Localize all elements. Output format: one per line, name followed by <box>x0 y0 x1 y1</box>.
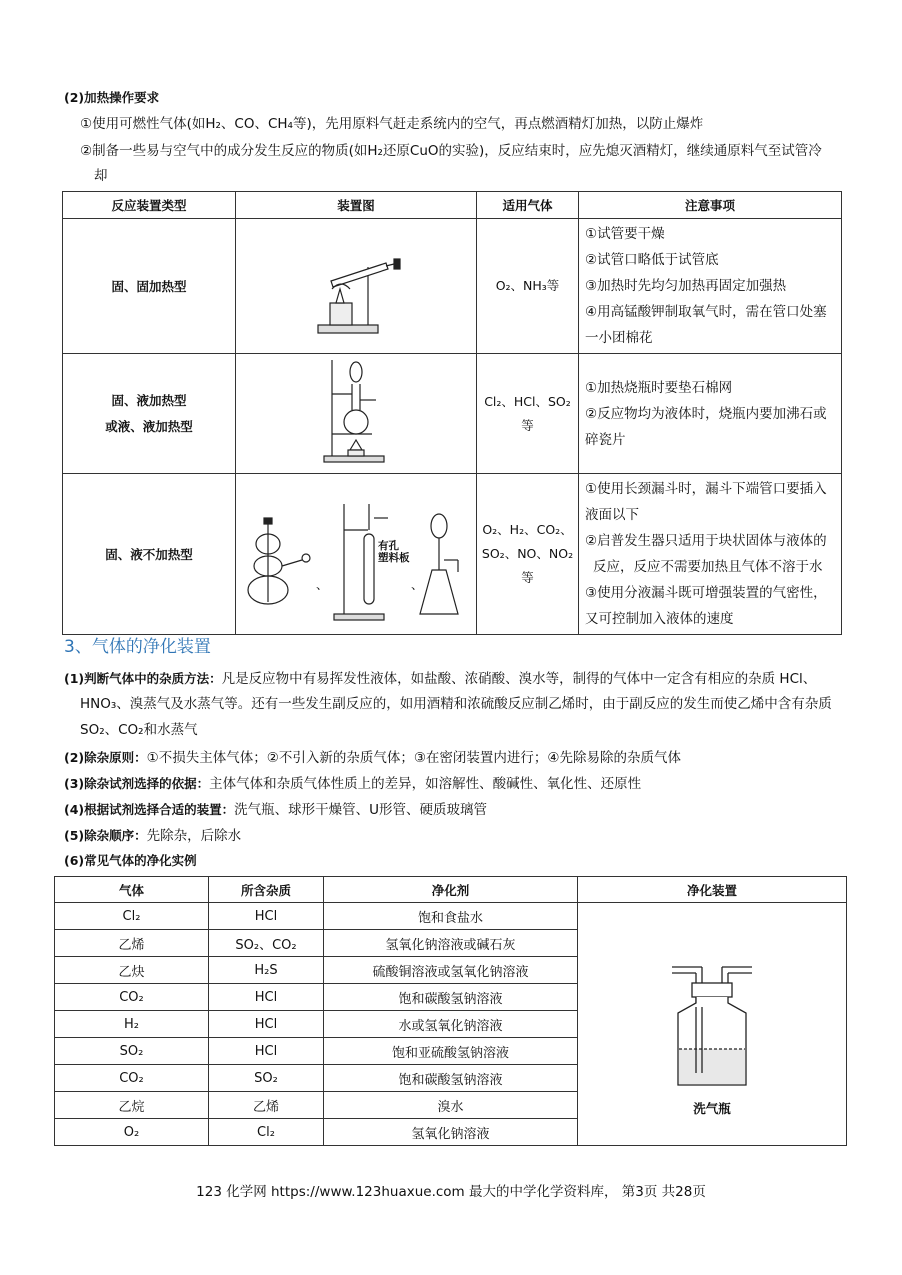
row-gas: 乙烯 <box>55 930 209 957</box>
header-notes: 注意事项 <box>579 192 842 219</box>
row2-note-2: ②反应物均为液体时，烧瓶内要加沸石或 <box>585 405 827 422</box>
separator-1: 、 <box>316 578 329 592</box>
row3-type: 固、液不加热型 <box>63 474 236 635</box>
row1-notes <box>579 219 842 354</box>
para-1c: SO₂、CO₂和水蒸气 <box>80 722 198 738</box>
row-agent: 溴水 <box>324 1092 578 1119</box>
row2-notes <box>579 354 842 474</box>
header-diagram: 装置图 <box>236 192 477 219</box>
row-agent: 饱和亚硫酸氢钠溶液 <box>324 1038 578 1065</box>
reaction-table <box>62 191 842 635</box>
row-impurity: HCl <box>209 903 324 930</box>
row3-note-3: ②启普发生器只适用于块状固体与液体的 <box>585 533 827 549</box>
separator-2: 、 <box>411 578 424 592</box>
row3-note-1: ①使用长颈漏斗时，漏斗下端管口要插入 <box>585 481 827 497</box>
row1-note-1: ①试管要干燥 <box>585 226 665 242</box>
para-1-label: (1)判断气体中的杂质方法： <box>64 671 222 686</box>
page-footer: 123 化学网 https://www.123huaxue.com 最大的中学化学资料库， 第3页 共28页 <box>196 1184 706 1200</box>
heat-item-1: ①使用可燃性气体(如H₂、CO、CH₄等)，先用原料气赶走系统内的空气，再点燃酒精灯加热，以防止爆炸 <box>80 116 704 132</box>
row-gas: H₂ <box>55 1011 209 1038</box>
gas-washing-bottle-icon <box>652 947 772 1097</box>
row2-gas-a: Cl₂、HCl、SO₂ <box>484 393 571 409</box>
para-5-text: 先除杂，后除水 <box>146 828 242 844</box>
para-4 <box>64 798 487 818</box>
para-2-text: ①不损失主体气体；②不引入新的杂质气体；③在密闭装置内进行；④先除易除的杂质气体 <box>146 750 682 766</box>
row-gas: Cl₂ <box>55 903 209 930</box>
heat-item-2a: ②制备一些易与空气中的成分发生反应的物质(如H₂还原CuO的实验)，反应结束时，应先熄灭酒精灯，继续通原料气至试管冷 <box>80 143 822 159</box>
row-agent: 饱和碳酸氢钠溶液 <box>324 984 578 1011</box>
row-impurity: HCl <box>209 1038 324 1065</box>
gas-washing-bottle-cell <box>578 903 847 1146</box>
row3-gas-a: O₂、H₂、CO₂、 <box>482 522 573 537</box>
purify-header-impurity: 所含杂质 <box>209 877 324 903</box>
row2-type-b: 或液、液加热型 <box>105 418 193 434</box>
heat-item-2b: 却 <box>94 168 108 184</box>
row-agent: 氢氧化钠溶液 <box>324 1119 578 1146</box>
row-impurity: SO₂、CO₂ <box>209 930 324 957</box>
row1-diagram <box>236 219 477 354</box>
para-4-label: (4)根据试剂选择合适的装置： <box>64 802 235 817</box>
purify-header-gas: 气体 <box>55 877 209 903</box>
row3-notes <box>579 474 842 635</box>
row-agent: 硫酸铜溶液或氢氧化钠溶液 <box>324 957 578 984</box>
device-label: 洗气瓶 <box>693 1101 731 1116</box>
row-impurity: H₂S <box>209 957 324 984</box>
para-3-text: 主体气体和杂质气体性质上的差异，如溶解性、酸碱性、氧化性、还原性 <box>209 776 642 792</box>
row1-note-4: ④用高锰酸钾制取氧气时，需在管口处塞 <box>585 304 827 320</box>
purify-table <box>54 876 847 1146</box>
row-impurity: SO₂ <box>209 1065 324 1092</box>
para-3 <box>64 772 641 792</box>
row1-note-5: 一小团棉花 <box>585 330 653 346</box>
row-agent: 氢氧化钠溶液或碱石灰 <box>324 930 578 957</box>
para-5-label: (5)除杂顺序： <box>64 828 147 843</box>
row-gas: CO₂ <box>55 984 209 1011</box>
row-gas: O₂ <box>55 1119 209 1146</box>
purify-header-agent: 净化剂 <box>324 877 578 903</box>
row3-note-5: ③使用分液漏斗既可增强装置的气密性， <box>585 585 827 601</box>
row3-note-4: 反应，反应不需要加热且气体不溶于水 <box>593 559 823 575</box>
section-3-heading: 3、气体的净化装置 <box>64 637 211 657</box>
plate-label-a: 有孔 <box>378 540 399 552</box>
para-1a <box>64 667 816 687</box>
row3-gas-c: 等 <box>521 570 534 585</box>
purify-header-device: 净化装置 <box>578 877 847 903</box>
row3-note-6: 又可控制加入液体的速度 <box>585 611 734 627</box>
row-impurity: HCl <box>209 984 324 1011</box>
row2-type-a: 固、液加热型 <box>111 392 187 408</box>
row1-note-2: ②试管口略低于试管底 <box>585 252 719 268</box>
para-1b: HNO₃、溴蒸气及水蒸气等。还有一些发生副反应的，如用酒精和浓硫酸反应制乙烯时，由于副反应的发生而使乙烯中含有杂质 <box>80 696 832 712</box>
row-gas: 乙烷 <box>55 1092 209 1119</box>
para-3-label: (3)除杂试剂选择的依据： <box>64 776 210 791</box>
row3-gas <box>477 474 579 635</box>
row1-note-3: ③加热时先均匀加热再固定加强热 <box>585 278 787 294</box>
para-4-text: 洗气瓶、球形干燥管、U形管、硬质玻璃管 <box>234 802 488 818</box>
row3-gas-b: SO₂、NO、NO₂ <box>481 546 574 561</box>
plate-label-b: 塑料板 <box>378 552 410 564</box>
row-agent: 饱和碳酸氢钠溶液 <box>324 1065 578 1092</box>
row2-note-1: ①加热烧瓶时要垫石棉网 <box>585 379 733 396</box>
para-2-label: (2)除杂原则： <box>64 750 147 765</box>
row2-diagram <box>236 354 477 474</box>
row-impurity: Cl₂ <box>209 1119 324 1146</box>
para-2 <box>64 746 681 766</box>
row3-diagram <box>236 474 477 635</box>
solid-solid-heating-apparatus-icon <box>236 219 474 349</box>
row-gas: 乙炔 <box>55 957 209 984</box>
row-impurity: 乙烯 <box>209 1092 324 1119</box>
row2-type <box>63 354 236 474</box>
no-heat-apparatus-icon <box>236 474 474 630</box>
row2-gas <box>477 354 579 474</box>
plate-label <box>378 540 410 564</box>
row1-gas: O₂、NH₃等 <box>477 219 579 354</box>
para-5 <box>64 824 241 844</box>
para-6-label: (6)常见气体的净化实例 <box>64 853 197 868</box>
row1-type: 固、固加热型 <box>63 219 236 354</box>
solid-liquid-heating-apparatus-icon <box>236 354 474 469</box>
para-1-text-a: 凡是反应物中有易挥发性液体，如盐酸、浓硝酸、溴水等，制得的气体中一定含有相应的杂质 HCl、 <box>221 671 817 687</box>
header-gas: 适用气体 <box>477 192 579 219</box>
row-agent: 水或氢氧化钠溶液 <box>324 1011 578 1038</box>
row2-note-3: 碎瓷片 <box>585 431 626 448</box>
row3-note-2: 液面以下 <box>585 507 639 523</box>
row2-gas-b: 等 <box>521 417 534 433</box>
row-agent: 饱和食盐水 <box>324 903 578 930</box>
table-row <box>55 903 847 930</box>
row-impurity: HCl <box>209 1011 324 1038</box>
header-type: 反应装置类型 <box>63 192 236 219</box>
heat-section-title: (2)加热操作要求 <box>64 90 160 105</box>
row-gas: CO₂ <box>55 1065 209 1092</box>
row-gas: SO₂ <box>55 1038 209 1065</box>
